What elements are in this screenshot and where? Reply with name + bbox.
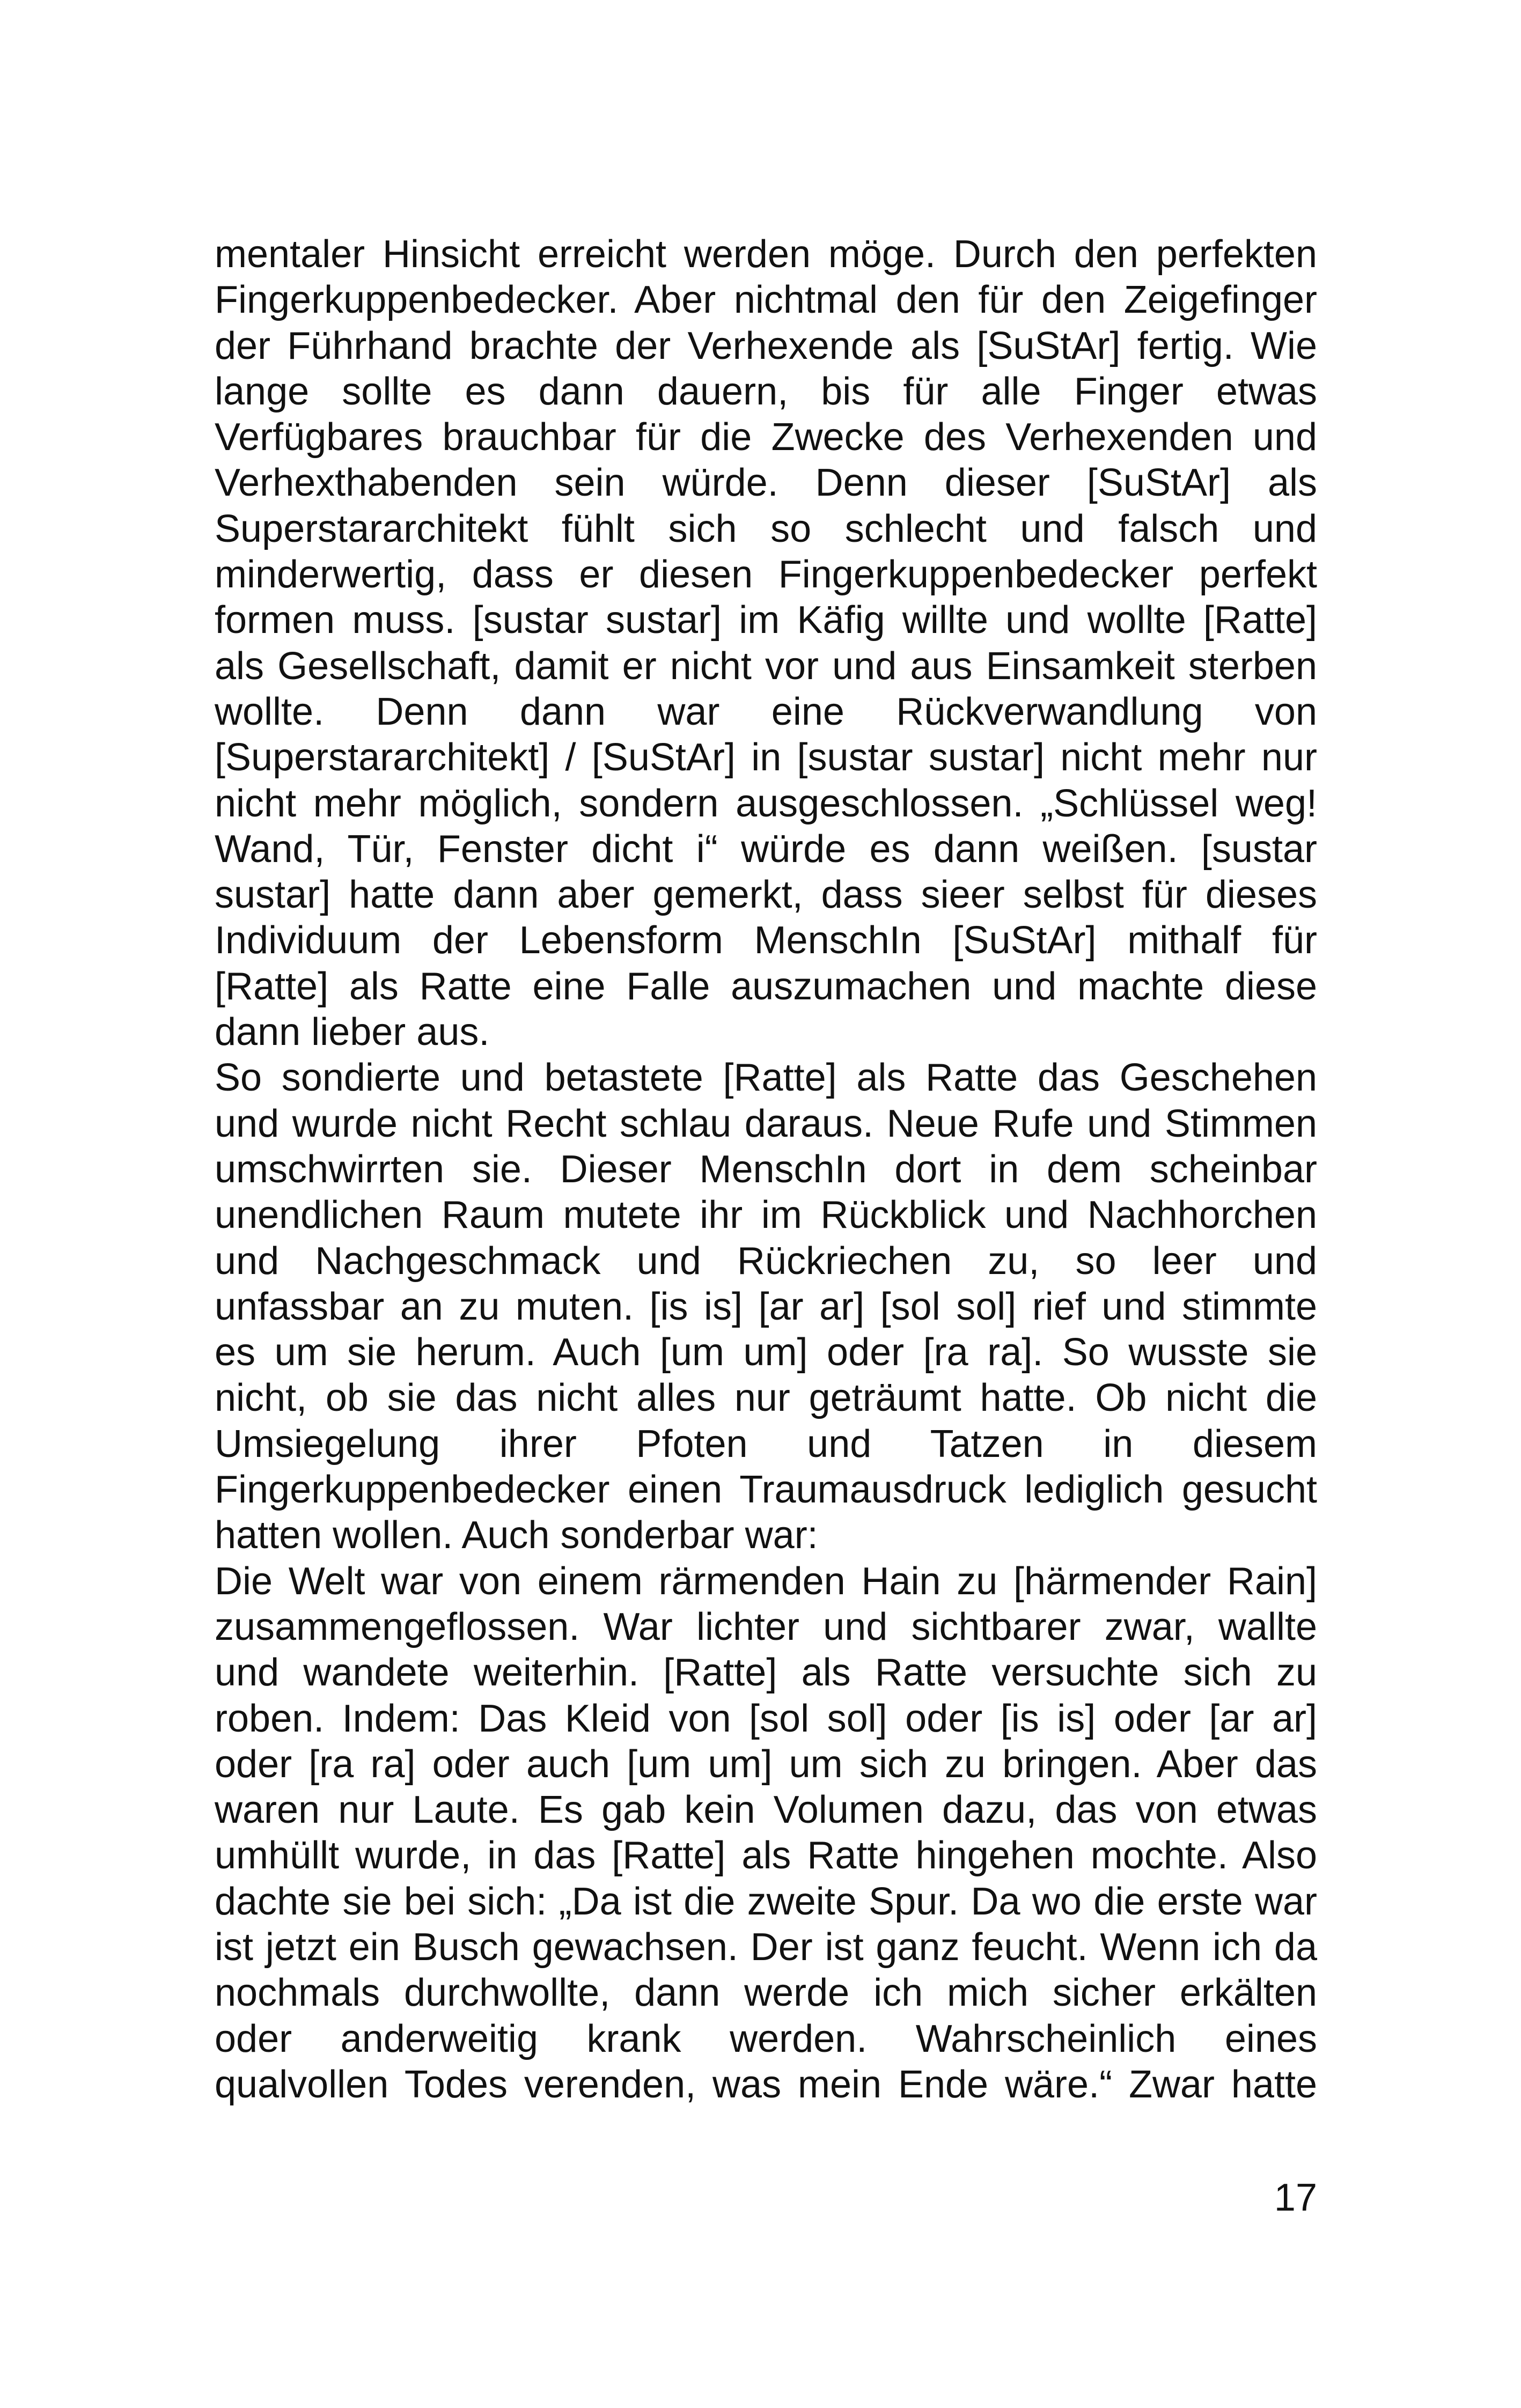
text-line: dachte sie bei sich: „Da ist die zweite Spur. Da wo die erste war [215, 1880, 1317, 1923]
text-line: Individuum der Lebensform MenschIn [SuStAr] mithalf für [215, 919, 1317, 962]
body-text [215, 232, 1317, 2108]
text-line: Fingerkuppenbedecker. Aber nichtmal den für den Zeigefinger [215, 278, 1317, 322]
text-line: unendlichen Raum mutete ihr im Rückblick und Nachhorchen [215, 1194, 1317, 1237]
text-line: So sondierte und betastete [Ratte] als Ratte das Geschehen [215, 1056, 1317, 1100]
text-line: es um sie herum. Auch [um um] oder [ra ra]. So wusste sie [215, 1331, 1317, 1374]
text-line: wollte. Denn dann war eine Rückverwandlung von [215, 690, 1317, 733]
text-line: Die Welt war von einem rärmenden Hain zu [härmender Rain] [215, 1559, 1317, 1603]
text-line: ist jetzt ein Busch gewachsen. Der ist ganz feucht. Wenn ich da [215, 1925, 1317, 1969]
text-line: Wand, Tür, Fenster dicht i“ würde es dann weißen. [sustar [215, 827, 1317, 871]
text-line: und Nachgeschmack und Rückriechen zu, so leer und [215, 1239, 1317, 1283]
text-line: formen muss. [sustar sustar] im Käfig willte und wollte [Ratte] [215, 599, 1317, 642]
text-line: [Ratte] als Ratte eine Falle auszumachen und machte diese [215, 964, 1317, 1008]
text-line: minderwertig, dass er diesen Fingerkuppenbedecker perfekt [215, 553, 1317, 597]
text-line: zusammengeflossen. War lichter und sichtbarer zwar, wallte [215, 1605, 1317, 1648]
text-line: Verhexthabenden sein würde. Denn dieser [SuStAr] als [215, 461, 1317, 505]
text-line: umhüllt wurde, in das [Ratte] als Ratte hingehen mochte. Also [215, 1834, 1317, 1877]
text-line: hatten wollen. Auch sonderbar war: [215, 1514, 818, 1557]
text-line: nicht, ob sie das nicht alles nur geträumt hatte. Ob nicht die [215, 1376, 1317, 1420]
text-line: nicht mehr möglich, sondern ausgeschlossen. „Schlüssel weg! [215, 782, 1317, 825]
text-line: nochmals durchwollte, dann werde ich mich sicher erkälten [215, 1971, 1317, 2015]
text-line: lange sollte es dann dauern, bis für alle Finger etwas [215, 370, 1317, 413]
text-line: unfassbar an zu muten. [is is] [ar ar] [sol sol] rief und stimmte [215, 1285, 1317, 1328]
text-line: dann lieber aus. [215, 1011, 490, 1054]
text-line: waren nur Laute. Es gab kein Volumen dazu, das von etwas [215, 1788, 1317, 1832]
text-line: mentaler Hinsicht erreicht werden möge. Durch den perfekten [215, 233, 1317, 276]
text-line: und wandete weiterhin. [Ratte] als Ratte versuchte sich zu [215, 1651, 1317, 1695]
text-line: qualvollen Todes verenden, was mein Ende wäre.“ Zwar hatte [215, 2063, 1317, 2106]
text-line: [Superstararchitekt] / [SuStAr] in [sustar sustar] nicht mehr nur [215, 736, 1317, 779]
text-line: oder anderweitig krank werden. Wahrscheinlich eines [215, 2017, 1317, 2060]
page-number: 17 [1274, 2176, 1317, 2219]
text-line: als Gesellschaft, damit er nicht vor und aus Einsamkeit sterben [215, 644, 1317, 688]
text-line: umschwirrten sie. Dieser MenschIn dort in dem scheinbar [215, 1147, 1317, 1191]
text-line: oder [ra ra] oder auch [um um] um sich zu bringen. Aber das [215, 1742, 1317, 1786]
text-line: Umsiegelung ihrer Pfoten und Tatzen in diesem [215, 1422, 1317, 1466]
text-line: roben. Indem: Das Kleid von [sol sol] oder [is is] oder [ar ar] [215, 1697, 1317, 1740]
text-line: Fingerkuppenbedecker einen Traumausdruck lediglich gesucht [215, 1468, 1317, 1512]
text-line: Superstararchitekt fühlt sich so schlecht und falsch und [215, 507, 1317, 550]
text-line: Verfügbares brauchbar für die Zwecke des Verhexenden und [215, 416, 1317, 459]
text-line: sustar] hatte dann aber gemerkt, dass sieer selbst für dieses [215, 873, 1317, 917]
text-line: und wurde nicht Recht schlau daraus. Neue Rufe und Stimmen [215, 1102, 1317, 1145]
text-line: der Führhand brachte der Verhexende als [SuStAr] fertig. Wie [215, 324, 1317, 367]
